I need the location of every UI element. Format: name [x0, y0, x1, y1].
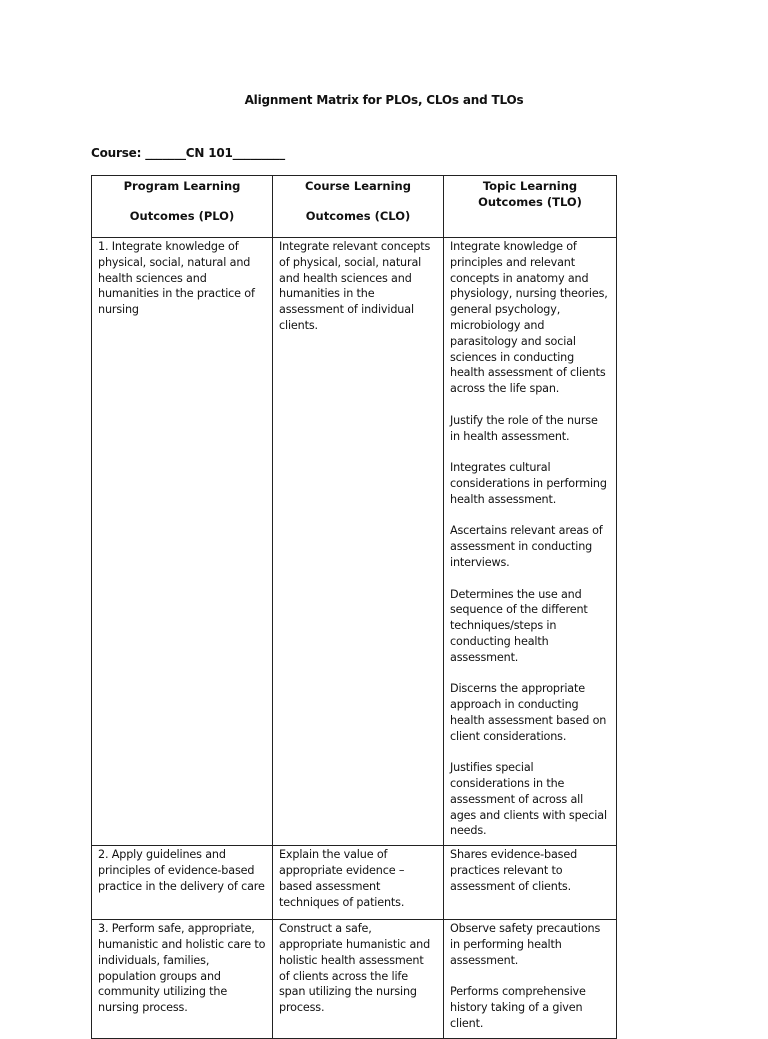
tlo-cell — [444, 846, 617, 920]
plo-text: 3. Perform safe, appropriate, humanistic and holistic care to individuals, families, population groups and community utilizing the nursing process. — [98, 922, 266, 1015]
tlo-item: Integrates cultural considerations in performing health assessment. — [450, 461, 607, 506]
plo-text: 1. Integrate knowledge of physical, social, natural and health sciences and humanities in the practice of nursing — [98, 240, 255, 317]
tlo-item: Observe safety precautions in performing health assessment. — [450, 922, 601, 967]
tlo-item: Justifies special considerations in the assessment of across all ages and clients with special needs. — [450, 761, 607, 838]
plo-cell — [92, 238, 273, 846]
table-row — [92, 920, 617, 1039]
clo-text: Integrate relevant concepts of physical, social, natural and health sciences and humanities in the assessment of individual clients. — [279, 240, 431, 332]
tlo-item: Performs comprehensive history taking of a given client. — [450, 985, 586, 1031]
plo-cell — [92, 920, 273, 1039]
course-line — [91, 146, 285, 160]
header-plo-line2: Outcomes (PLO) — [129, 209, 235, 223]
tlo-item: Integrate knowledge of principles and relevant concepts in anatomy and physiology, nursing theories, general psychology, microbiology and parasitology and social sciences in conducting health assessment of clients across the life span. — [450, 240, 608, 396]
page-title: Alignment Matrix for PLOs, CLOs and TLOs — [244, 93, 524, 107]
header-plo — [92, 176, 273, 238]
tlo-item: Determines the use and sequence of the different techniques/steps in conducting health assessment. — [450, 587, 588, 664]
header-clo-line2: Outcomes (CLO) — [305, 209, 411, 223]
tlo-item: Shares evidence-based practices relevant to assessment of clients. — [450, 848, 578, 893]
tlo-item: Ascertains relevant areas of assessment in conducting interviews. — [450, 524, 603, 569]
tlo-cell — [444, 920, 617, 1039]
tlo-item: Justify the role of the nurse in health assessment. — [450, 413, 598, 443]
clo-text: Construct a safe, appropriate humanistic and holistic health assessment of clients across the life span utilizing the nursing process. — [279, 922, 431, 1015]
table-row — [92, 238, 617, 846]
alignment-matrix-table — [91, 175, 617, 1039]
header-tlo — [444, 176, 617, 238]
header-plo-line1: Program Learning — [123, 179, 241, 193]
clo-cell — [273, 920, 444, 1039]
clo-cell — [273, 846, 444, 920]
tlo-cell — [444, 238, 617, 846]
plo-cell — [92, 846, 273, 920]
table-row — [92, 846, 617, 920]
clo-cell — [273, 238, 444, 846]
header-tlo-line1: Topic Learning Outcomes (TLO) — [478, 179, 582, 209]
header-clo — [273, 176, 444, 238]
course-value: _______CN 101_________ — [145, 146, 285, 160]
clo-text: Explain the value of appropriate evidence – based assessment techniques of patients. — [279, 848, 405, 909]
header-clo-line1: Course Learning — [305, 179, 411, 193]
table-header-row — [92, 176, 617, 238]
tlo-item: Discerns the appropriate approach in conducting health assessment based on client considerations. — [450, 682, 607, 743]
course-label: Course: — [91, 146, 142, 160]
plo-text: 2. Apply guidelines and principles of evidence-based practice in the delivery of care — [98, 848, 265, 893]
